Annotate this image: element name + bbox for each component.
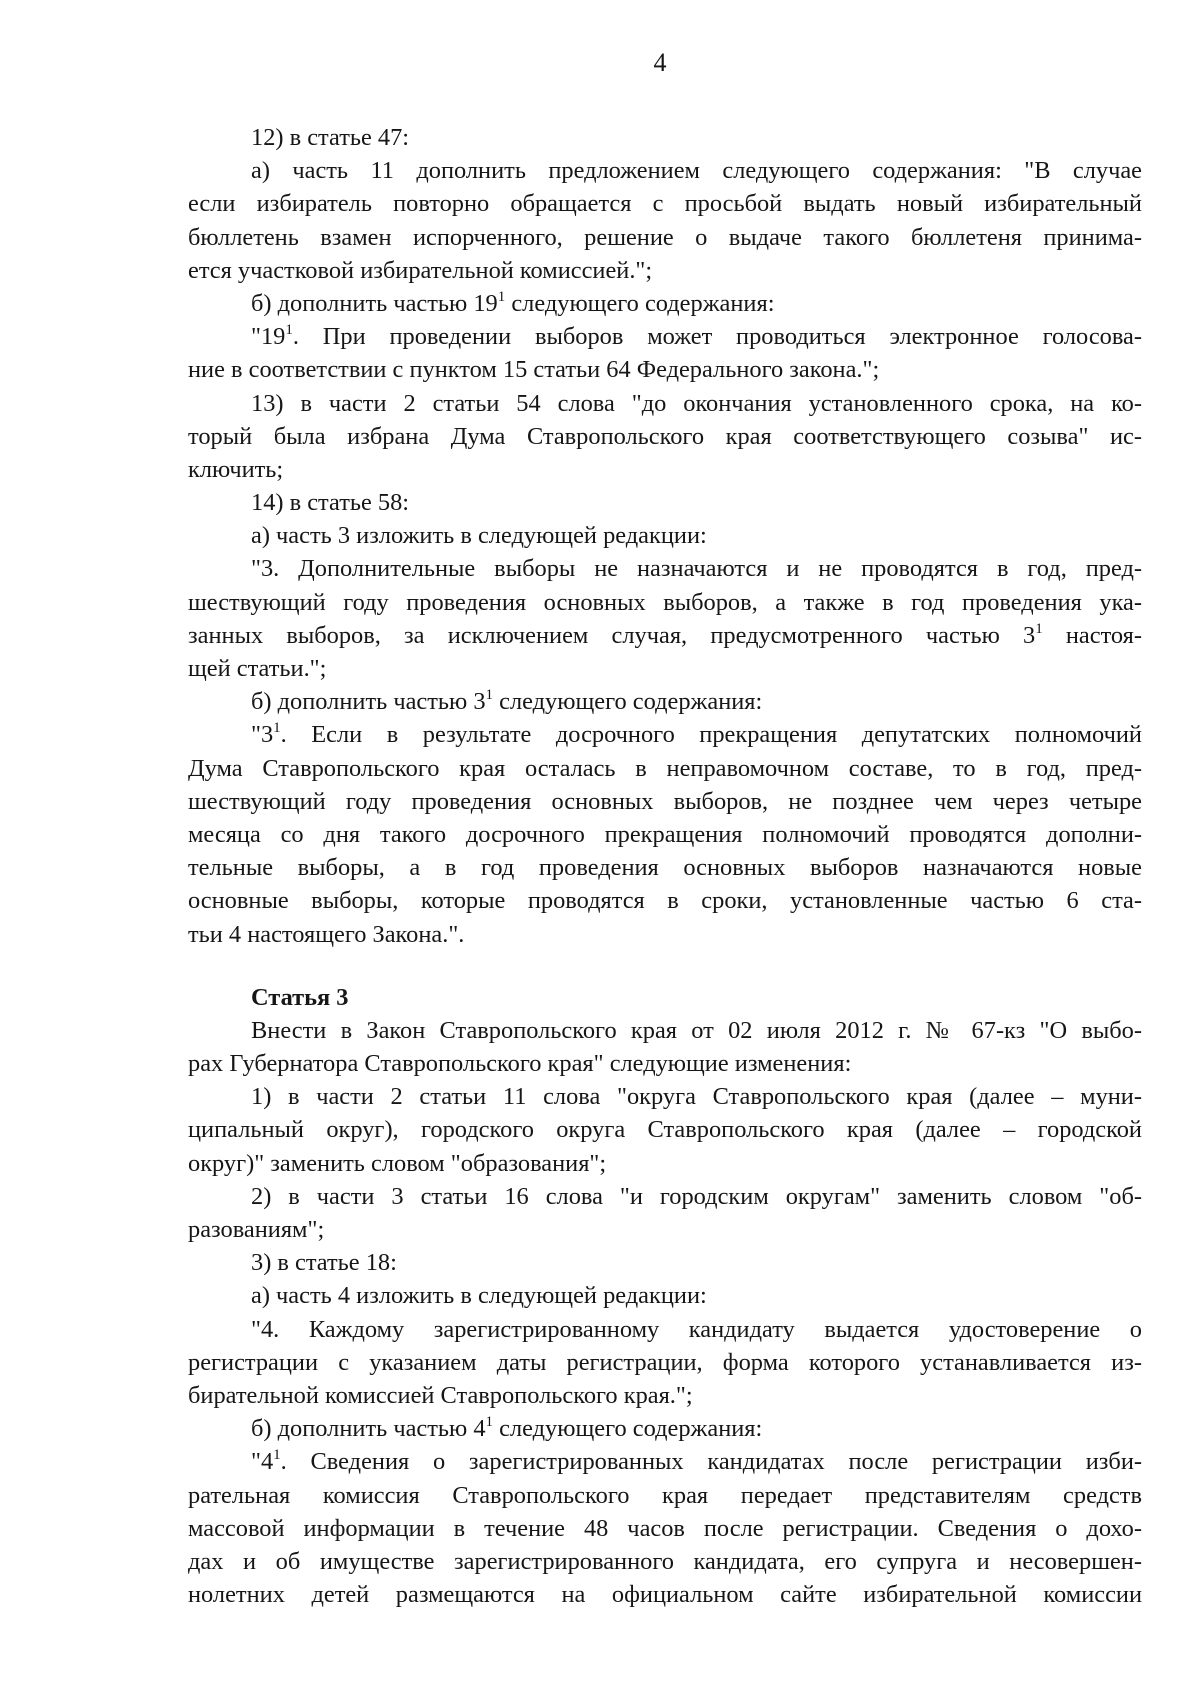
superscript: 1 (485, 1414, 494, 1431)
paragraph-line: Внести в Закон Ставропольского края от 02 июля 2012 г. № 67-кз "О выбо- (251, 1016, 1142, 1044)
paragraph-line: разованиям"; (188, 1216, 325, 1243)
paragraph-line: а) часть 3 изложить в следующей редакции: (251, 522, 707, 550)
paragraph-line: торый была избрана Дума Ставропольского края соответствующего созыва" ис- (188, 422, 1142, 450)
paragraph-line: рательная комиссия Ставропольского края передает представителям средств (188, 1481, 1142, 1509)
section-heading: Статья 3 (251, 983, 349, 1011)
paragraph-line: бирательной комиссией Ставропольского края."; (188, 1381, 693, 1409)
paragraph-line: месяца со дня такого досрочного прекращения полномочий проводятся дополни- (188, 820, 1142, 848)
paragraph-line: округ)" заменить словом "образования"; (188, 1149, 607, 1177)
paragraph-line: а) часть 11 дополнить предложением следующего содержания: "В случае (251, 157, 1142, 185)
superscript: 1 (485, 687, 494, 704)
list-item: 14) в статье 58: (251, 489, 410, 517)
paragraph-line: рах Губернатора Ставропольского края" следующие изменения: (188, 1050, 852, 1078)
paragraph-line: "3. Дополнительные выборы не назначаются и не проводятся в год, пред- (251, 555, 1142, 583)
paragraph-line: бюллетень взамен испорченного, решение о выдаче такого бюллетеня принима- (188, 223, 1142, 251)
list-item: 3) в статье 18: (251, 1249, 397, 1277)
paragraph-line: нолетних детей размещаются на официальном сайте избирательной комиссии (188, 1581, 1142, 1609)
paragraph-line: дах и об имуществе зарегистрированного кандидата, его супруга и несовершен- (188, 1547, 1142, 1575)
paragraph-line: а) часть 4 изложить в следующей редакции: (251, 1282, 707, 1310)
paragraph-line: тельные выборы, а в год проведения основных выборов назначаются новые (188, 854, 1142, 882)
paragraph-line: 13) в части 2 статьи 54 слова "до окончания установленного срока, на ко- (251, 389, 1142, 417)
paragraph-line: "$4^1$. Сведения о зарегистрированных кандидатах после регистрации изби- (251, 1447, 1142, 1476)
paragraph-line: ключить; (188, 455, 284, 483)
paragraph-line: ние в соответствии с пунктом 15 статьи 64 Федерального закона."; (188, 356, 880, 384)
paragraph-line: б) дополнить частью $4^1$ следующего содержания: (251, 1414, 763, 1443)
paragraph-line: 1) в части 2 статьи 11 слова "округа Ставропольского края (далее – муни- (251, 1083, 1142, 1111)
paragraph-line: "$19^1$. При проведении выборов может проводиться электронное голосова- (251, 322, 1142, 351)
superscript: 1 (497, 288, 506, 305)
paragraph-line: занных выборов, за исключением случая, предусмотренного частью $3^1$ настоя- (188, 620, 1142, 649)
section-gap (188, 951, 1142, 981)
page-number: 4 (653, 48, 667, 77)
superscript: 1 (1035, 620, 1043, 637)
paragraph-line: Дума Ставропольского края осталась в неправомочном составе, то в год, пред- (188, 754, 1142, 782)
paragraph-line: ется участковой избирательной комиссией."; (188, 256, 653, 284)
document-body (188, 121, 1142, 1611)
paragraph-line: "$3^1$. Если в результате досрочного прекращения депутатских полномочий (251, 720, 1142, 749)
paragraph-line: массовой информации в течение 48 часов после регистрации. Сведения о дохо- (188, 1514, 1142, 1542)
superscript: 1 (273, 720, 281, 737)
superscript: 1 (285, 322, 293, 339)
paragraph-line: б) дополнить частью $3^1$ следующего содержания: (251, 687, 763, 716)
paragraph-line: 2) в части 3 статьи 16 слова "и городским округам" заменить словом "об- (251, 1182, 1142, 1210)
paragraph-line: регистрации с указанием даты регистрации, форма которого устанавливается из- (188, 1348, 1142, 1376)
paragraph-line: "4. Каждому зарегистрированному кандидату выдается удостоверение о (251, 1315, 1142, 1343)
paragraph-line: шествующий году проведения основных выборов, а также в год проведения ука- (188, 588, 1142, 616)
paragraph-line: шествующий году проведения основных выборов, не позднее чем через четыре (188, 787, 1142, 815)
paragraph-line: основные выборы, которые проводятся в сроки, установленные частью 6 ста- (188, 887, 1142, 915)
paragraph-line: если избиратель повторно обращается с просьбой выдать новый избирательный (188, 190, 1142, 218)
paragraph-line: тьи 4 настоящего Закона.". (188, 920, 465, 948)
paragraph-line: б) дополнить частью $19^1$ следующего содержания: (251, 288, 775, 317)
superscript: 1 (273, 1447, 281, 1464)
list-item: 12) в статье 47: (251, 124, 410, 151)
paragraph-line: щей статьи."; (188, 655, 327, 682)
paragraph-line: ципальный округ), городского округа Ставропольского края (далее – городской (188, 1116, 1142, 1144)
